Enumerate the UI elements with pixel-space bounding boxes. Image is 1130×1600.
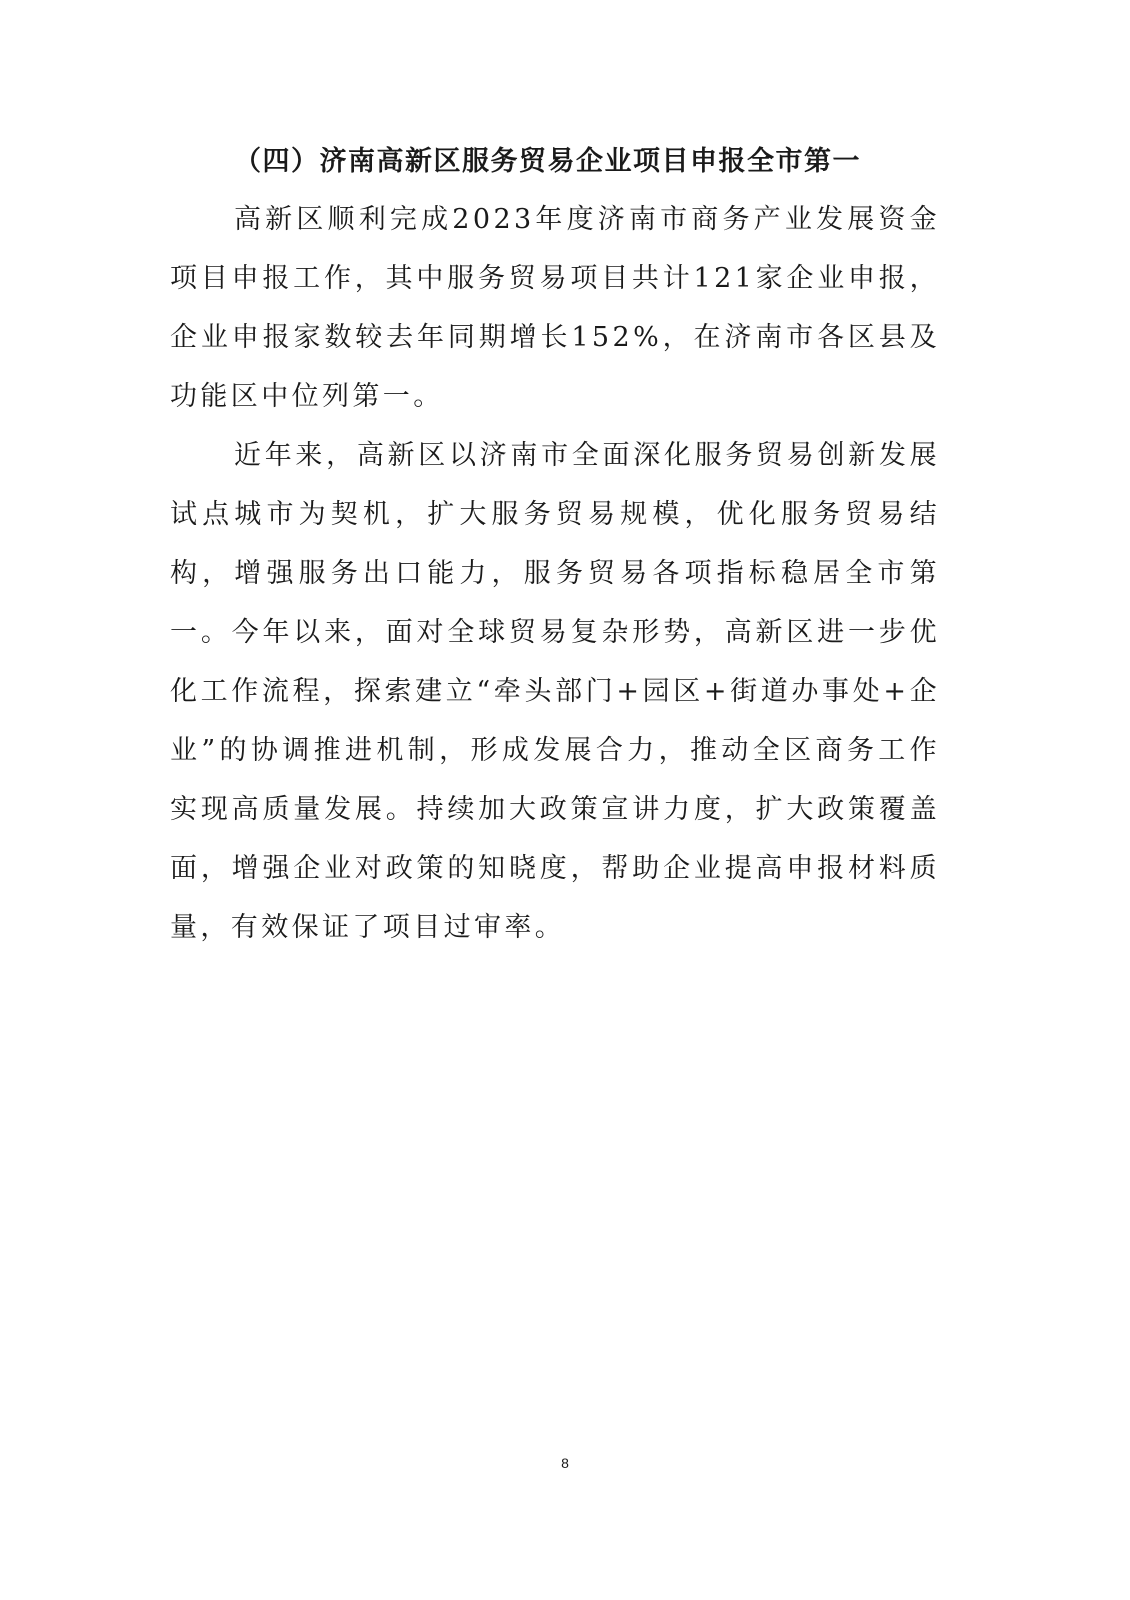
paragraph-1: 高新区顺利完成2023年度济南市商务产业发展资金项目申报工作，其中服务贸易项目共计121家企业申报，企业申报家数较去年同期增长152%，在济南市各区县及功能区中位列第一。 <box>170 204 940 412</box>
section-heading: （四）济南高新区服务贸易企业项目申报全市第一 <box>234 146 861 177</box>
document-body <box>170 138 940 957</box>
page-number: 8 <box>561 1455 569 1471</box>
paragraph-2: 近年来，高新区以济南市全面深化服务贸易创新发展试点城市为契机，扩大服务贸易规模，优化服务贸易结构，增强服务出口能力，服务贸易各项指标稳居全市第一。今年以来，面对全球贸易复杂形势，高新区进一步优化工作流程，探索建立“牵头部门+园区+街道办事处+企业”的协调推进机制，形成发展合力，推动全区商务工作实现高质量发展。持续加大政策宣讲力度，扩大政策覆盖面，增强企业对政策的知晓度，帮助企业提高申报材料质量，有效保证了项目过审率。 <box>170 440 940 943</box>
